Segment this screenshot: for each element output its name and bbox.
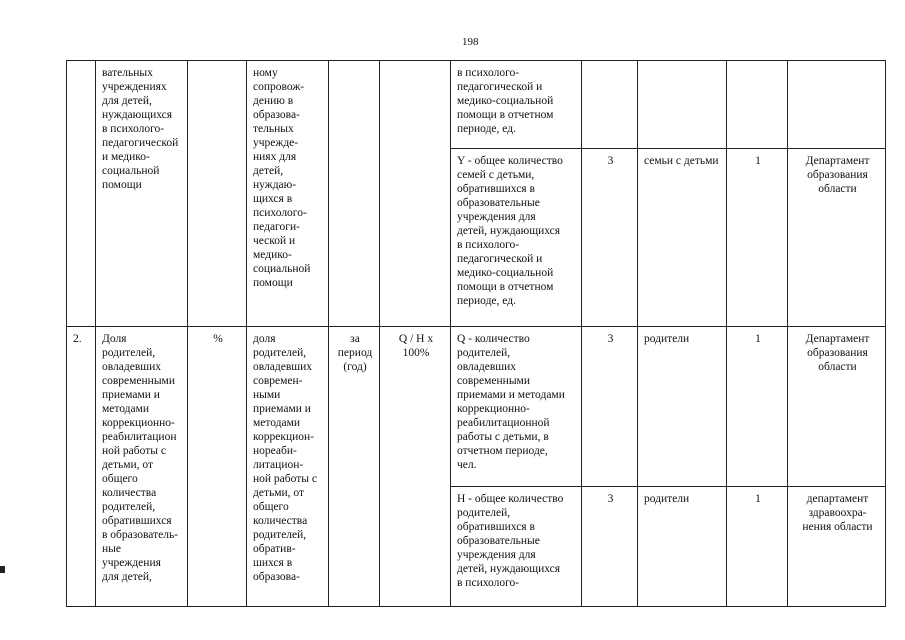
variable-description: в психолого- педагогической и медико-социальной помощи в отчетном периоде, ед. [451,61,582,149]
responsible-body: Департамент образования области [788,149,886,327]
table-row [67,327,886,487]
responsible-body: департамент здравоохра- нения области [788,487,886,607]
variable-description: Q - количество родителей, овладевших современными приемами и методами коррекционно- реабилитационной работы с детьми, в отчетном периоде, чел. [451,327,582,487]
indicator-name: вательных учреждениях для детей, нуждающихся в психолого- педагогической и медико- социальной помощи [96,61,188,327]
unit: % [188,327,247,607]
method-code: 3 [582,487,638,607]
responsible-body [788,61,886,149]
variable-description: H - общее количество родителей, обратившихся в образовательные учреждения для детей, нуждающихся в психолого- [451,487,582,607]
population: родители [638,327,727,487]
indicator-definition: ному сопровож- дению в образова- тельных учрежде- ниях для детей, нуждаю- щихся в психолого- педагоги- ческой и медико- социальной помощи [247,61,329,327]
formula [380,61,451,327]
table-row [67,61,886,149]
responsible-body: Департамент образования области [788,327,886,487]
unit [188,61,247,327]
population: родители [638,487,727,607]
row-number [67,61,96,327]
population [638,61,727,149]
population: семьи с детьми [638,149,727,327]
level-code: 1 [727,487,788,607]
indicator-name: Доля родителей, овладевших современными приемами и методами коррекционно- реабилитацион ной работы с детьми, от общего количества родителей, обратившихся в образователь- ные учреждения для детей, [96,327,188,607]
scan-edge-mark [0,566,5,573]
variable-description: Y - общее количество семей с детьми, обратившихся в образовательные учреждения для детей, нуждающихся в психолого- педагогической и медико-социальной помощи в отчетном периоде, ед. [451,149,582,327]
page-number: 198 [462,36,479,48]
method-code: 3 [582,327,638,487]
method-code: 3 [582,149,638,327]
period: за период (год) [329,327,380,607]
period [329,61,380,327]
level-code: 1 [727,327,788,487]
method-code [582,61,638,149]
level-code [727,61,788,149]
row-number: 2. [67,327,96,607]
formula: Q / H x 100% [380,327,451,607]
level-code: 1 [727,149,788,327]
indicator-definition: доля родителей, овладевших современ- ными приемами и методами коррекцион- нореаби- литацион- ной работы с детьми, от общего количества родителей, обратив- шихся в образова- [247,327,329,607]
indicators-table [66,60,886,607]
